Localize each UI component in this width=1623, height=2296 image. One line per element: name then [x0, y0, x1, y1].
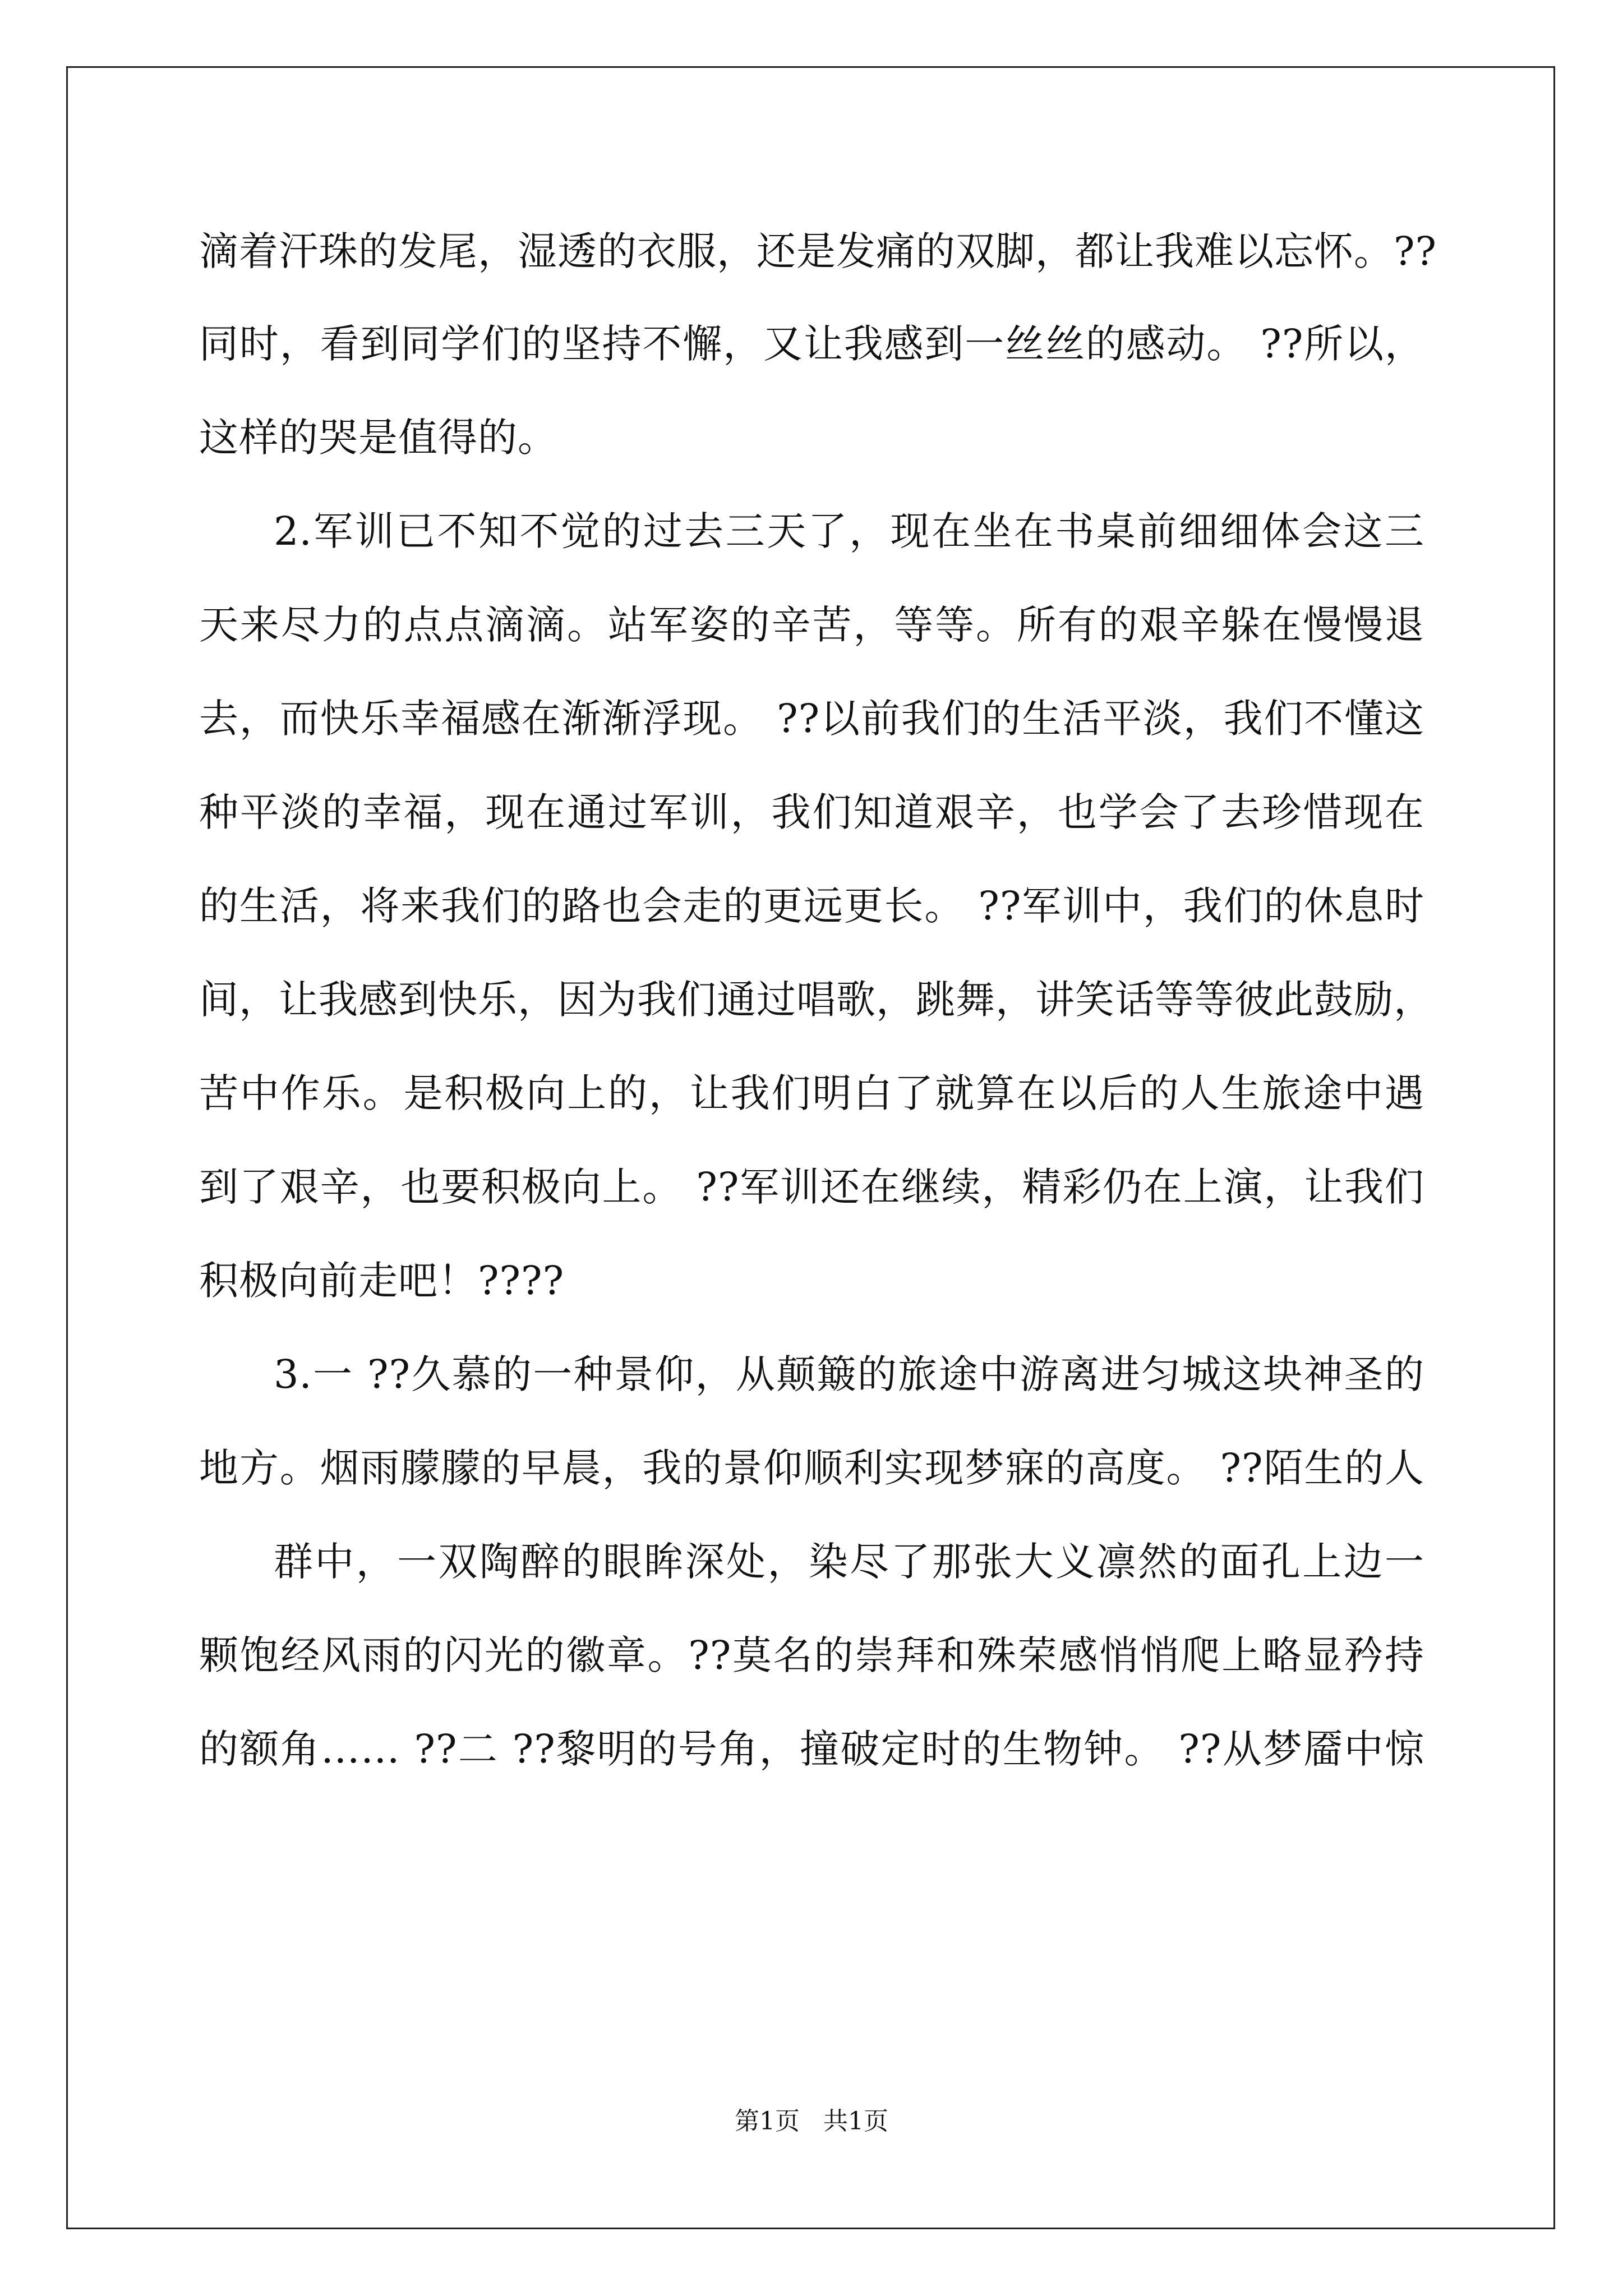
- text-line-14: 地方。烟雨朦朦的早晨，我的景仰顺利实现梦寐的高度。 ??陌生的人: [199, 1445, 1424, 1491]
- text-line-17: 的额角…… ??二 ??黎明的号角，撞破定时的生物钟。 ??从梦靥中惊: [199, 1726, 1424, 1772]
- text-line-5: 天来尽力的点点滴滴。站军姿的辛苦，等等。所有的艰辛躲在慢慢退: [199, 602, 1424, 648]
- text-line-6: 去，而快乐幸福感在渐渐浮现。 ??以前我们的生活平淡，我们不懂这: [199, 696, 1424, 742]
- page-number-footer: 第1页 共1页: [735, 2107, 888, 2136]
- text-line-13: 3.一 ??久慕的一种景仰，从颠簸的旅途中游离进匀城这块神圣的: [274, 1351, 1424, 1397]
- text-line-16: 颗饱经风雨的闪光的徽章。??莫名的崇拜和殊荣感悄悄爬上略显矜持: [199, 1632, 1424, 1678]
- page-border: [66, 66, 1555, 2229]
- text-line-15: 群中，一双陶醉的眼眸深处，染尽了那张大义凛然的面孔上边一: [274, 1539, 1424, 1585]
- text-line-4: 2.军训已不知不觉的过去三天了，现在坐在书桌前细细体会这三: [274, 508, 1424, 554]
- text-line-11: 到了艰辛，也要积极向上。 ??军训还在继续，精彩仍在上演，让我们: [199, 1164, 1424, 1210]
- text-line-3: 这样的哭是值得的。: [199, 415, 557, 461]
- text-line-7: 种平淡的幸福，现在通过军训，我们知道艰辛，也学会了去珍惜现在: [199, 789, 1424, 835]
- text-line-8: 的生活，将来我们的路也会走的更远更长。 ??军训中，我们的休息时: [199, 883, 1424, 929]
- text-line-2: 同时，看到同学们的坚持不懈，又让我感到一丝丝的感动。 ??所以，: [199, 321, 1424, 367]
- text-line-10: 苦中作乐。是积极向上的，让我们明白了就算在以后的人生旅途中遇: [199, 1070, 1424, 1116]
- text-line-9: 间，让我感到快乐，因为我们通过唱歌，跳舞，讲笑话等等彼此鼓励，: [199, 977, 1433, 1023]
- text-line-12: 积极向前走吧！????: [199, 1258, 565, 1304]
- text-line-1: 滴着汗珠的发尾，湿透的衣服，还是发痛的双脚，都让我难以忘怀。??: [199, 228, 1437, 274]
